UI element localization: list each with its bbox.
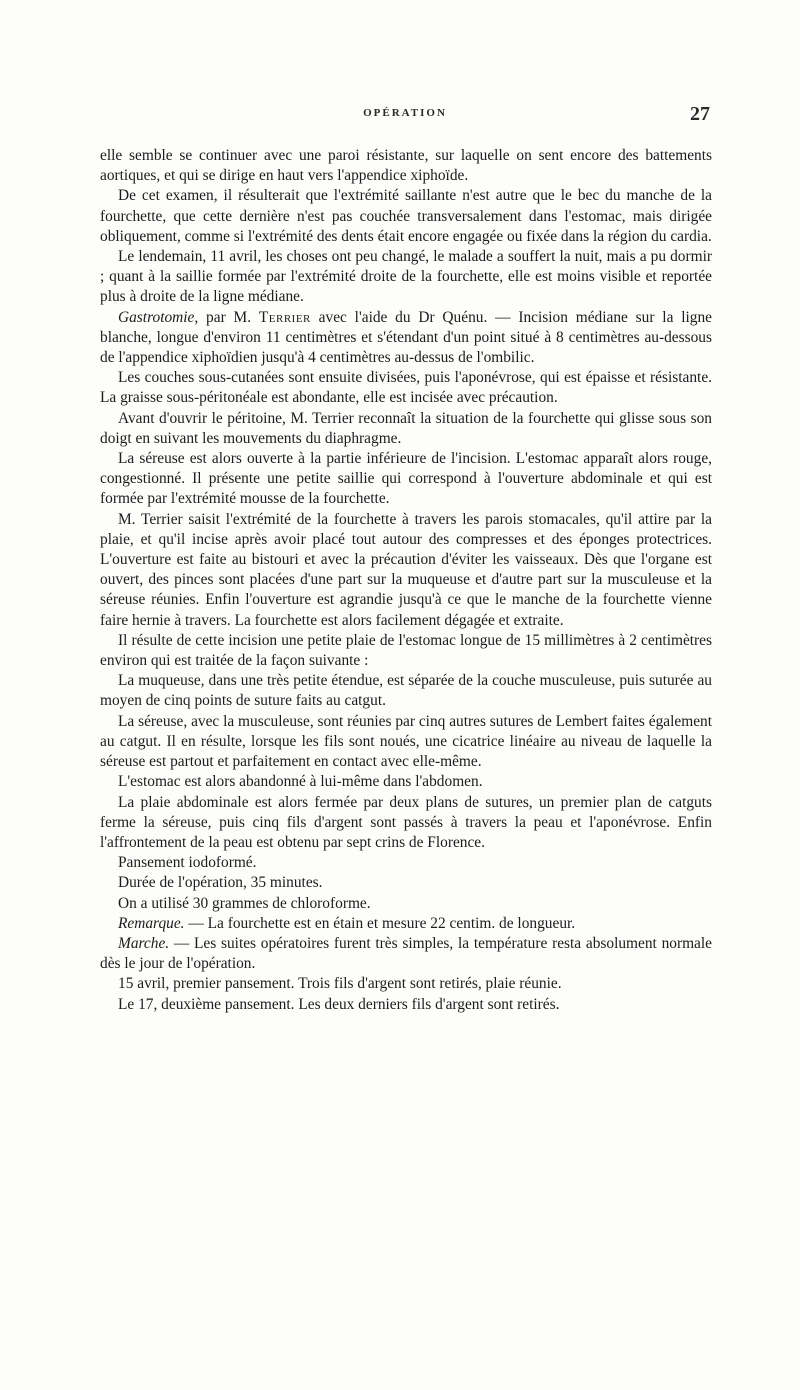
paragraph-fragment: — Les suites opératoires furent très simples, la température resta absolument normale dès le jour de l'opération. [100, 934, 712, 973]
paragraph: La muqueuse, dans une très petite étendue, est séparée de la couche musculeuse, puis suturée au moyen de cinq points de suture faits au catgut. [100, 672, 712, 710]
paragraph [100, 308, 712, 369]
paragraph [100, 914, 712, 934]
surgeon-name: Terrier [258, 308, 311, 326]
paragraph [100, 934, 712, 974]
paragraph: Il résulte de cette incision une petite plaie de l'estomac longue de 15 millimètres à 2 centimètres environ qui est traitée de la façon suivante : [100, 631, 712, 670]
paragraph: elle semble se continuer avec une paroi résistante, sur laquelle on sent encore des battements aortiques, et qui se dirige en haut vers l'appendice xiphoïde. [100, 147, 712, 185]
chapter-title: OPÉRATION [363, 107, 447, 119]
paragraph: De cet examen, il résulterait que l'extrémité saillante n'est autre que le bec du manche de la fourchette, que cette dernière n'est pas couchée transversalement dans l'estomac, mais dirigée obliquement, comme si l'extrémité des dents était encore engagée ou fixée dans la région du cardia. [100, 187, 712, 245]
paragraph: Pansement iodoformé. [118, 854, 257, 872]
paragraph: Les couches sous-cutanées sont ensuite divisées, puis l'aponévrose, qui est épaisse et résistante. La graisse sous-péritonéale est abondante, elle est incisée avec précaution. [100, 369, 712, 407]
paragraph: Le 17, deuxième pansement. Les deux derniers fils d'argent sont retirés. [118, 995, 560, 1013]
paragraph-fragment: avec l'aide du Dr Quénu. — Incision médiane sur la ligne blanche, longue d'environ 11 centimètres et s'étendant d'un point situé à 8 centimètres au-dessous de l'appendice xiphoïdien jusqu'à 4 centimètres au-dessus de l'ombilic. [100, 308, 712, 367]
paragraph-fragment: — La fourchette est en étain et mesure 22 centim. de longueur. [184, 914, 576, 932]
body-text [100, 146, 712, 1015]
paragraph-fragment: par M. [198, 308, 259, 326]
running-head [100, 103, 710, 127]
paragraph: La séreuse, avec la musculeuse, sont réunies par cinq autres sutures de Lembert faites également au catgut. Il en résulte, lorsque les fils sont noués, une cicatrice linéaire au niveau de laquelle la séreuse est partout et parfaitement en contact avec elle-même. [100, 712, 713, 771]
paragraph: L'estomac est alors abandonné à lui-même dans l'abdomen. [118, 773, 483, 791]
paragraph: Durée de l'opération, 35 minutes. [118, 874, 323, 892]
page-number: 27 [690, 103, 710, 125]
paragraph: Le lendemain, 11 avril, les choses ont peu changé, le malade a souffert la nuit, mais a pu dormir ; quant à la saillie formée par l'extrémité droite de la fourchette, elle est moins visible et reportée plus à droite de la ligne médiane. [100, 248, 712, 306]
paragraph: La plaie abdominale est alors fermée par deux plans de sutures, un premier plan de catguts ferme la séreuse, puis cinq fils d'argent sont passés à travers la peau et l'aponévrose. Enfin l'affrontement de la peau est obtenu par sept crins de Florence. [100, 793, 712, 851]
paragraph: Avant d'ouvrir le péritoine, M. Terrier reconnaît la situation de la fourchette qui glisse sous son doigt en suivant les mouvements du diaphragme. [100, 409, 712, 447]
paragraph: La séreuse est alors ouverte à la partie inférieure de l'incision. L'estomac apparaît alors rouge, congestionné. Il présente une petite saillie qui correspond à l'ouverture abdominale et qui est formée par l'extrémité mousse de la fourchette. [100, 450, 712, 508]
section-lead: Gastrotomie, [118, 308, 199, 326]
paragraph: On a utilisé 30 grammes de chloroforme. [118, 894, 371, 912]
paragraph: 15 avril, premier pansement. Trois fils d'argent sont retirés, plaie réunie. [118, 975, 562, 993]
paragraph: M. Terrier saisit l'extrémité de la fourchette à travers les parois stomacales, qu'il attire par la plaie, et qu'il incise après avoir placé tout autour des compresses et des éponges protectrices. L'ouverture est faite au bistouri et avec la précaution d'éviter les vaisseaux. Dès que l'organe est ouvert, des pinces sont placées d'une part sur la muqueuse et d'autre part sur la musculeuse et la séreuse réunies. Enfin l'ouverture est agrandie jusqu'à ce que le manche de la fourchette vienne faire hernie à travers. La fourchette est alors facilement dégagée et extraite. [100, 510, 712, 629]
section-lead: Remarque. [118, 914, 185, 932]
section-lead: Marche. [118, 934, 170, 952]
